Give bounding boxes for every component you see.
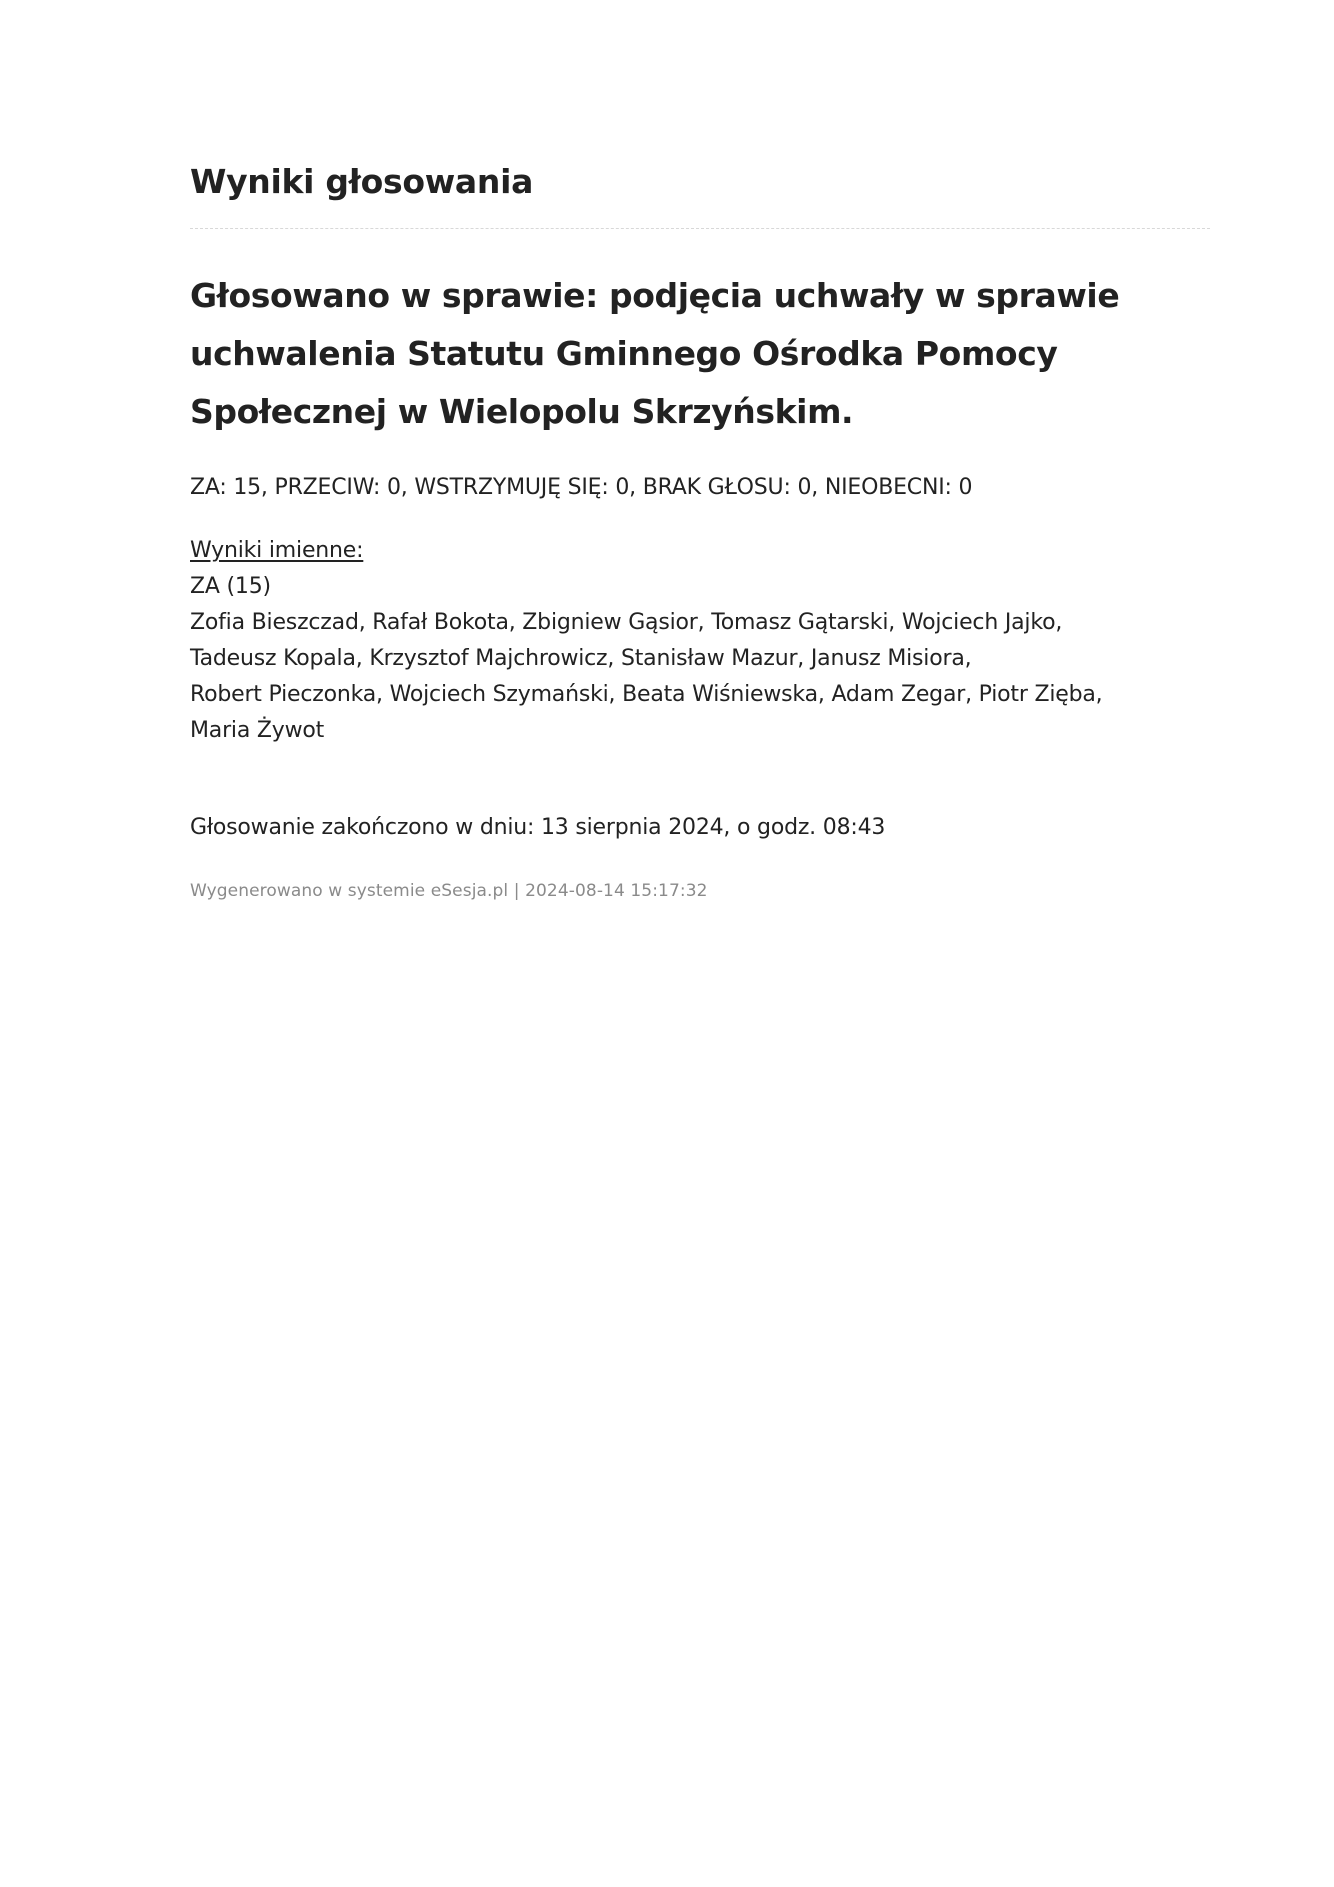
named-results — [190, 533, 1210, 749]
voters-line: Tadeusz Kopala, Krzysztof Majchrowicz, Stanisław Mazur, Janusz Misiora, — [190, 646, 972, 671]
document-content — [190, 160, 1210, 903]
title-divider — [190, 228, 1210, 229]
voters-line: Robert Pieczonka, Wojciech Szymański, Beata Wiśniewska, Adam Zegar, Piotr Zięba, — [190, 682, 1103, 707]
voters-line: Zofia Bieszczad, Rafał Bokota, Zbigniew Gąsior, Tomasz Gątarski, Wojciech Jajko, — [190, 610, 1063, 635]
named-results-heading: Wyniki imienne: — [190, 538, 364, 563]
for-group-label: ZA (15) — [190, 574, 271, 599]
vote-subject-line: Społecznej w Wielopolu Skrzyńskim. — [190, 392, 854, 431]
vote-subject-line: uchwalenia Statutu Gminnego Ośrodka Pomocy — [190, 334, 1058, 373]
for-voters-list — [190, 605, 1200, 749]
vote-subject — [190, 267, 1190, 441]
voters-line: Maria Żywot — [190, 718, 325, 743]
vote-subject-line: Głosowano w sprawie: podjęcia uchwały w sprawie — [190, 276, 1120, 315]
vote-ended-timestamp: Głosowanie zakończono w dniu: 13 sierpnia 2024, o godz. 08:43 — [190, 815, 886, 840]
vote-summary: ZA: 15, PRZECIW: 0, WSTRZYMUJĘ SIĘ: 0, BRAK GŁOSU: 0, NIEOBECNI: 0 — [190, 475, 973, 500]
document-title: Wyniki głosowania — [190, 162, 534, 201]
generated-footer: Wygenerowano w systemie eSesja.pl | 2024-08-14 15:17:32 — [190, 881, 708, 901]
